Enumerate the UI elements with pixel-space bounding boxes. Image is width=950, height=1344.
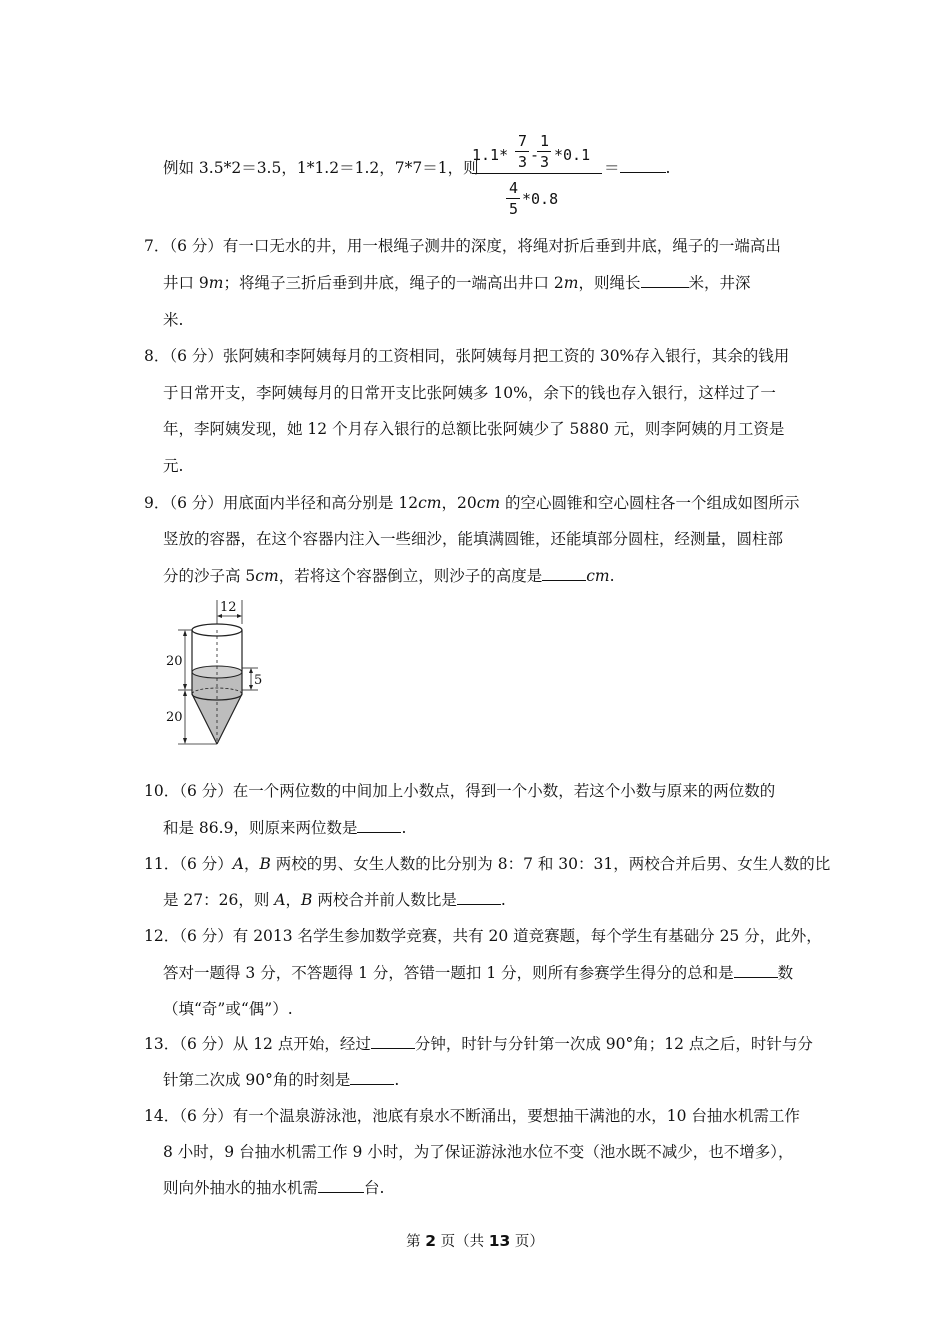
q10-text-1: 10．（6 分）在一个两位数的中间加上小数点，得到一个小数，若这个小数与原来的两位数的 — [144, 782, 776, 800]
q8-text-2: 于日常开支，李阿姨每月的日常开支比张阿姨多 10%，余下的钱也存入银行，这样过了一 — [163, 384, 776, 402]
q9-height-blank[interactable] — [542, 566, 586, 581]
q9-text-1a: 9．（6 分）用底面内半径和高分别是 12 — [144, 494, 419, 512]
q14-text-3a: 则向外抽水的抽水机需 — [163, 1179, 319, 1197]
q8-line-1 — [144, 346, 789, 366]
q8-text-4: 元. — [163, 457, 184, 475]
q9-unit-cm1: cm — [418, 494, 442, 512]
q9-text-3a: 分的沙子高 5 — [163, 567, 256, 585]
q14-answer-blank[interactable] — [318, 1178, 364, 1193]
q6-f1-bar — [515, 151, 529, 152]
q14-line-2 — [163, 1142, 794, 1162]
q13-time-blank[interactable] — [350, 1070, 394, 1085]
q6-f1-den: 3 — [518, 153, 528, 171]
q11-school-a: A — [232, 855, 244, 873]
q6-prefix: 例如 3.5*2＝3.5，1*1.2＝1.2，7*7＝1，则 — [163, 159, 479, 177]
q7-rope-blank[interactable] — [641, 273, 689, 288]
q7-text-2b: ；将绳子三折后垂到井底，绳子的一端高出井口 2 — [223, 274, 564, 292]
q11-school-b: B — [259, 855, 271, 873]
q6-answer-line — [604, 158, 670, 178]
q6-num-a: 1.1* — [472, 146, 509, 164]
q9-text-3b: ，若将这个容器倒立，则沙子的高度是 — [278, 567, 543, 585]
q9-line-2 — [163, 529, 783, 549]
height-bottom-arrowhead-down — [183, 738, 187, 744]
height-top-label: 20 — [166, 654, 183, 669]
q12-text-3: （填“奇”或“偶”）. — [163, 1000, 293, 1018]
q11-text-2d: . — [500, 891, 506, 909]
q12-line-1 — [144, 926, 822, 946]
q7-unit-m2: m — [563, 274, 579, 292]
footer-post: 页） — [510, 1234, 544, 1250]
q14-text-2: 8 小时，9 台抽水机需工作 9 小时，为了保证游泳池水位不变（池水既不减少，也不增多）， — [163, 1143, 794, 1161]
q11-text-1a: 11．（6 分） — [144, 855, 233, 873]
footer-mid: 页（共 — [436, 1234, 489, 1250]
q7-line-2 — [163, 273, 751, 293]
q9-text-2: 竖放的容器，在这个容器内注入一些细沙，能填满圆锥，还能填部分圆柱，经测量，圆柱部 — [163, 530, 784, 548]
q11-text-2b: ， — [285, 891, 302, 909]
q9-unit-cm3: cm — [255, 567, 279, 585]
q10-text-2a: 和是 86.9，则原来两位数是 — [163, 819, 358, 837]
q10-text-2b: . — [401, 819, 407, 837]
q11-school-a2: A — [274, 891, 286, 909]
q6-den-f-num: 4 — [509, 179, 519, 197]
q11-text-2a: 是 27：26，则 — [163, 891, 275, 909]
q9-container-figure — [160, 594, 270, 750]
q7-unit-m1: m — [208, 274, 224, 292]
q9-text-3d: . — [609, 567, 615, 585]
q9-text-1c: 的空心圆锥和空心圆柱各一个组成如图所示 — [500, 494, 800, 512]
page-footer — [0, 1230, 950, 1251]
q8-text-1: 8．（6 分）张阿姨和李阿姨每月的工资相同，张阿姨每月把工资的 30%存入银行，其余的钱用 — [144, 347, 790, 365]
sand-arrowhead-up — [249, 668, 253, 673]
q11-line-1 — [144, 854, 830, 874]
q7-text-2d: 米，井深 — [688, 274, 751, 292]
q7-line-3 — [163, 310, 183, 330]
footer-pre: 第 — [406, 1234, 426, 1250]
q8-text-3: 年，李阿姨发现，她 12 个月存入银行的总额比张阿姨少了 5880 元，则李阿姨的月工资是 — [163, 420, 785, 438]
q6-den-f-bar — [506, 198, 520, 199]
q9-unit-cm4: cm — [586, 567, 610, 585]
q8-line-2 — [163, 383, 776, 403]
q6-answer-blank[interactable] — [620, 158, 666, 173]
q6-den-b: *0.8 — [522, 190, 559, 208]
q9-line-3 — [163, 566, 615, 586]
q11-text-1b: ， — [243, 855, 260, 873]
q13-text-2a: 针第二次成 90°角的时刻是 — [163, 1071, 351, 1089]
q14-line-1 — [144, 1106, 800, 1126]
q10-line-1 — [144, 781, 775, 801]
q13-text-2b: . — [394, 1071, 400, 1089]
height-top-arrowhead-up — [183, 630, 187, 636]
q9-text-1b: ，20 — [441, 494, 477, 512]
height-bottom-label: 20 — [166, 710, 183, 725]
q13-line-1 — [144, 1034, 813, 1054]
q6-num-b: *0.1 — [554, 146, 591, 164]
q6-f1-num: 7 — [518, 132, 528, 150]
q6-minus: - — [530, 146, 540, 164]
sand-cone-fill — [192, 694, 242, 744]
q6-fraction-expression — [470, 132, 610, 223]
q6-main-fraction-bar — [472, 173, 602, 174]
q12-line-2 — [163, 963, 793, 983]
q12-text-1: 12．（6 分）有 2013 名学生参加数学竞赛，共有 20 道竞赛题，每个学生有基础分 25 分，此外， — [144, 927, 822, 945]
q11-text-1c: 两校的男、女生人数的比分别为 8：7 和 30：31，两校合并后男、女生人数的比 — [270, 855, 831, 873]
q14-text-3b: 台. — [364, 1179, 385, 1197]
q13-line-2 — [163, 1070, 399, 1090]
q13-minutes-blank[interactable] — [371, 1034, 415, 1049]
q11-line-2 — [163, 890, 506, 910]
q12-text-2b: 数 — [777, 964, 794, 982]
sand-height-label: 5 — [254, 673, 263, 688]
q11-text-2c: 两校合并前人数比是 — [312, 891, 457, 909]
q6-suffix: ＝ — [604, 159, 620, 177]
sand-arrowhead-down — [249, 685, 253, 690]
q12-line-3 — [163, 999, 293, 1019]
q8-line-4 — [163, 456, 183, 476]
q12-text-2a: 答对一题得 3 分，不答题得 1 分，答错一题扣 1 分，则所有参赛学生得分的总和是 — [163, 964, 734, 982]
radius-label: 12 — [220, 600, 237, 615]
q9-line-1 — [144, 493, 800, 513]
q13-text-1b: 分钟，时针与分针第一次成 90°角；12 点之后，时针与分 — [414, 1035, 813, 1053]
height-bottom-arrowhead-up — [183, 690, 187, 696]
q6-den-f-den: 5 — [509, 200, 519, 218]
q7-text-2c: ，则绳长 — [578, 274, 641, 292]
radius-arrowhead-right — [237, 614, 242, 618]
height-top-arrowhead-down — [183, 684, 187, 690]
q6-end: . — [665, 159, 671, 177]
footer-total-pages: 13 — [488, 1232, 511, 1250]
q12-answer-blank[interactable] — [734, 963, 778, 978]
q7-text-3: 米. — [163, 311, 184, 329]
q10-answer-blank[interactable] — [357, 818, 401, 833]
q6-tail-line — [163, 158, 479, 178]
q7-line-1 — [144, 236, 781, 256]
q8-line-3 — [163, 419, 784, 439]
q7-text-1: 7．（6 分）有一口无水的井，用一根绳子测井的深度，将绳对折后垂到井底，绳子的一端高出 — [144, 237, 781, 255]
q10-line-2 — [163, 818, 406, 838]
q11-school-b2: B — [301, 891, 313, 909]
q6-f2-num: 1 — [540, 132, 550, 150]
q14-text-1: 14．（6 分）有一个温泉游泳池，池底有泉水不断涌出，要想抽干满池的水，10 台抽水机需工作 — [144, 1107, 800, 1125]
q9-unit-cm2: cm — [476, 494, 501, 512]
q6-f2-bar — [537, 151, 551, 152]
q6-f2-den: 3 — [540, 153, 550, 171]
q7-text-2a: 井口 9 — [163, 274, 209, 292]
q14-line-3 — [163, 1178, 384, 1198]
q11-answer-blank[interactable] — [457, 890, 501, 905]
footer-page-number: 2 — [425, 1232, 436, 1250]
q13-text-1a: 13．（6 分）从 12 点开始，经过 — [144, 1035, 371, 1053]
